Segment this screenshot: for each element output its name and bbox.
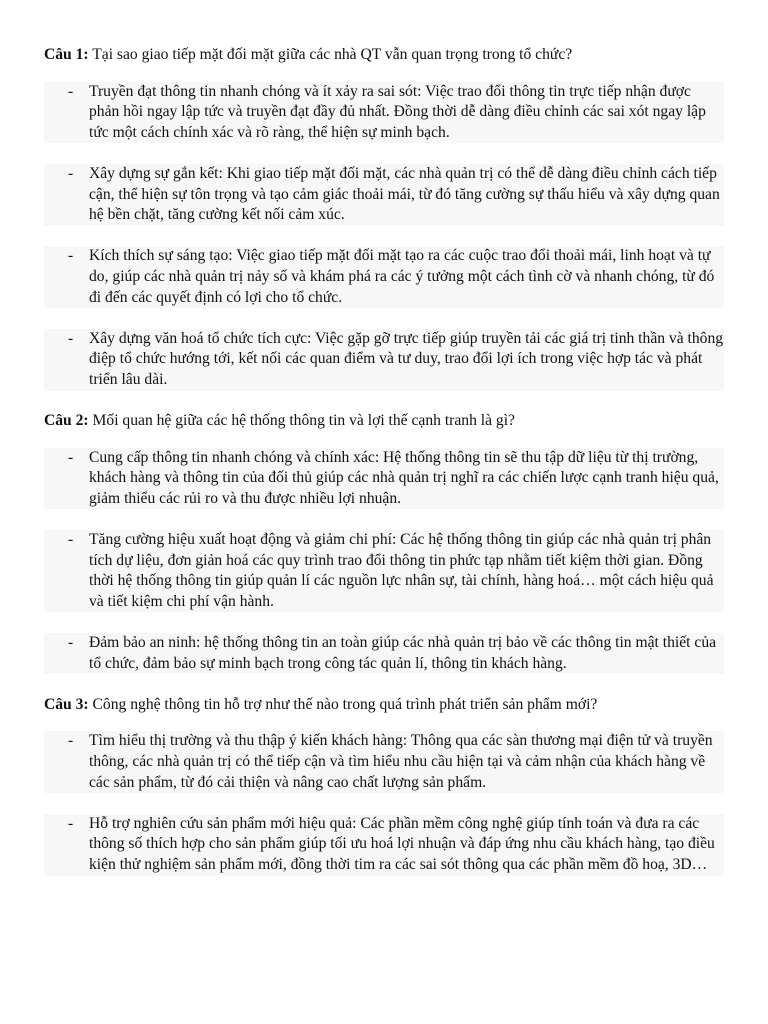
- question-section-1: [44, 45, 724, 391]
- question-text: Công nghệ thông tin hỗ trợ như thế nào trong quá trình phát triển sản phẩm mới?: [92, 695, 598, 713]
- document-body: [44, 45, 724, 896]
- dash-bullet: -: [68, 82, 74, 100]
- answer-text: Đảm bảo an ninh: hệ thống thông tin an toàn giúp các nhà quản trị bảo về các thông tin mật thiết của tổ chức, đảm bảo sự minh bạch trong công tác quản lí, thông tin khách hàng.: [89, 634, 717, 672]
- answer-text: Hỗ trợ nghiên cứu sản phẩm mới hiệu quả: Các phần mềm công nghệ giúp tính toán và đưa ra các thông số thích hợp cho sản phẩm giúp tối ưu hoá lợi nhuận và đáp ứng nhu cầu khách hàng, tạo điều kiện thử nghiệm sản phẩm mới, đồng thời tim ra các sai sót thông qua các phần mềm đồ hoạ, 3D…: [89, 814, 715, 873]
- answer-item: [44, 814, 724, 876]
- answer-item: [44, 329, 724, 391]
- answer-text: Xây dựng sự gắn kết: Khi giao tiếp mặt đối mặt, các nhà quản trị có thể dễ dàng điều chỉnh cách tiếp cận, thể hiện sự tôn trọng và tạo cảm giác thoải mái, từ đó tăng cường sự thấu hiểu và xây dựng quan hệ bền chặt, tăng cường kết nối cảm xúc.: [89, 164, 720, 224]
- question-number: Câu 1:: [44, 46, 89, 63]
- answer-text: Tăng cường hiệu xuất hoạt động và giảm chi phí: Các hệ thống thông tin giúp các nhà quản trị phân tích dự liệu, đơn giản hoá các quy trình trao đổi thông tin phức tạp nhằm tiết kiệm thời gian. Đồng thời hệ thống thông tin giúp quản lí các nguồn lực nhân sự, tài chính, hàng hoá… một cách hiệu quả và tiết kiệm chi phí vận hành.: [89, 531, 714, 610]
- answer-list: [44, 82, 724, 391]
- dash-bullet: -: [68, 247, 74, 265]
- answer-item: [44, 82, 724, 144]
- question-text: Tại sao giao tiếp mặt đối mặt giữa các nhà QT vẫn quan trọng trong tổ chức?: [92, 46, 573, 63]
- answer-text: Truyền đạt thông tin nhanh chóng và ít xảy ra sai sót: Việc trao đổi thông tin trực tiếp nhận được phản hồi ngay lập tức và truyền đạt đầy đủ nhất. Đồng thời dễ dàng điều chỉnh các sai xót ngay lập tức một cách chính xác và rõ ràng, thể hiện sự minh bạch.: [89, 82, 706, 141]
- question-heading: [44, 411, 724, 432]
- answer-list: [44, 731, 724, 875]
- question-heading: [44, 45, 724, 66]
- question-text: Mối quan hệ giữa các hệ thống thông tin và lợi thế cạnh tranh là gì?: [92, 412, 515, 430]
- answer-item: [44, 164, 724, 226]
- answer-item: [44, 246, 724, 308]
- dash-bullet: -: [68, 164, 74, 182]
- answer-text: Kích thích sự sáng tạo: Việc giao tiếp mặt đối mặt tạo ra các cuộc trao đổi thoải mái, linh hoạt và tự do, giúp các nhà quản trị nảy số và khám phá ra các ý tưởng một cách tình cờ và nhanh chóng, từ đó đi đến các quyết định có lợi cho tổ chức.: [89, 247, 715, 306]
- question-number: Câu 2:: [44, 412, 89, 430]
- answer-text: Cung cấp thông tin nhanh chóng và chính xác: Hệ thống thông tin sẽ thu tập dữ liệu từ thị trường, khách hàng và thông tin của đối thủ giúp các nhà quản trị nghĩ ra các chiến lược cạnh tranh hiệu quả, giảm thiểu các rủi ro và thu được nhiều lợi nhuận.: [89, 448, 719, 507]
- dash-bullet: -: [68, 732, 74, 750]
- answer-text: Xây dựng văn hoá tổ chức tích cực: Việc gặp gỡ trực tiếp giúp truyền tải các giá trị tinh thần và thông điệp tổ chức hướng tới, kết nối các quan điểm và tư duy, trao đổi lợi ích trong việc hợp tác và phát triển lâu dài.: [89, 329, 724, 388]
- question-number: Câu 3:: [44, 695, 89, 713]
- dash-bullet: -: [68, 531, 74, 549]
- answer-text: Tìm hiểu thị trường và thu thập ý kiến khách hàng: Thông qua các sàn thương mại điện tử và truyền thông, các nhà quản trị có thể tiếp cận và tìm hiểu nhu cầu hiện tại và cảm nhận của khách hàng về các sản phẩm, từ đó cải thiện và nâng cao chất lượng sản phẩm.: [89, 732, 713, 791]
- dash-bullet: -: [68, 448, 74, 466]
- dash-bullet: -: [68, 634, 74, 652]
- question-heading: [44, 695, 724, 716]
- answer-item: [44, 530, 724, 612]
- answer-list: [44, 448, 724, 675]
- dash-bullet: -: [68, 814, 74, 832]
- answer-item: [44, 448, 724, 510]
- question-section-2: [44, 411, 724, 674]
- question-section-3: [44, 695, 724, 876]
- answer-item: [44, 731, 724, 793]
- dash-bullet: -: [68, 329, 74, 347]
- answer-item: [44, 633, 724, 674]
